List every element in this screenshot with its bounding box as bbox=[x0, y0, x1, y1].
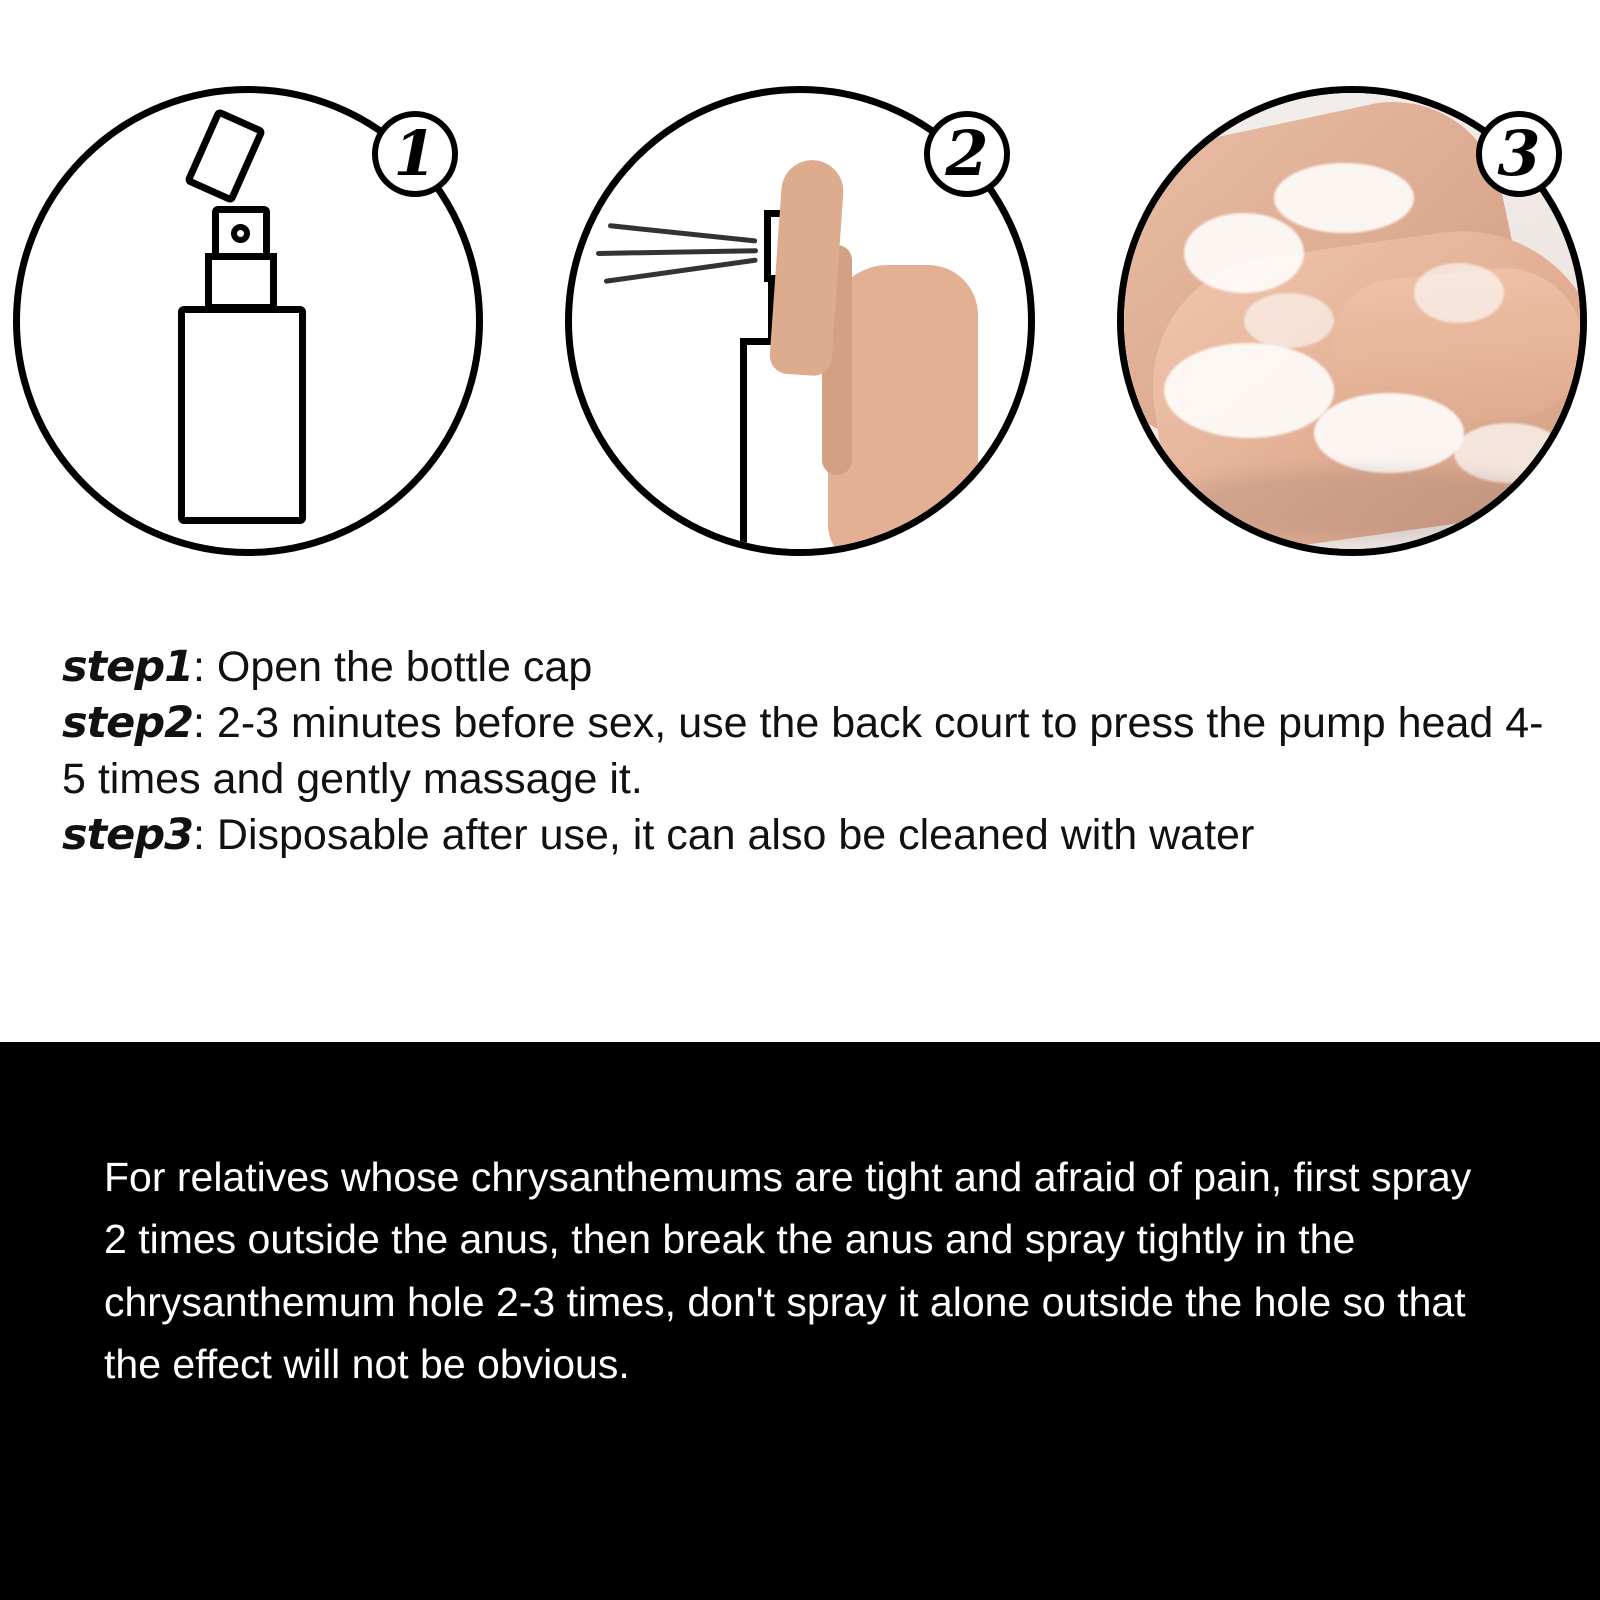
step-text-3: : Disposable after use, it can also be cleaned with water bbox=[193, 810, 1255, 859]
step-label-3: step3 bbox=[62, 809, 194, 860]
step-badge-3: 3 bbox=[1476, 111, 1562, 197]
foam-blob bbox=[1414, 263, 1504, 323]
foam-blob bbox=[1164, 343, 1334, 438]
spray-line-icon bbox=[596, 248, 758, 256]
step-label-1: step1 bbox=[62, 642, 194, 692]
foam-blob bbox=[1314, 393, 1464, 473]
foam-blob bbox=[1244, 293, 1334, 348]
spray-line-icon bbox=[608, 223, 758, 244]
step-badge-1: 1 bbox=[372, 111, 458, 197]
hand-shadow bbox=[1164, 469, 1564, 539]
step-badge-2: 2 bbox=[924, 111, 1010, 197]
foam-blob bbox=[1184, 213, 1304, 293]
note-band bbox=[0, 1042, 1600, 1600]
foam-blob bbox=[1274, 163, 1414, 233]
hand-icon bbox=[768, 145, 973, 549]
instructions-block bbox=[62, 640, 1552, 864]
note-text: For relatives whose chrysanthemums are tight and afraid of pain, first spray 2 times outside the anus, then break the anus and spray tightly in the chrysanthemum hole 2-3 times, don't spray it alone outside the hole so that the effect will not be obvious. bbox=[104, 1154, 1472, 1387]
spray-line-icon bbox=[604, 257, 758, 284]
step-illustration-2 bbox=[565, 86, 1035, 556]
nozzle-hole-icon bbox=[231, 224, 250, 243]
steps-illustration-row bbox=[0, 86, 1600, 586]
bottle-body-icon bbox=[178, 306, 306, 524]
step-text-2: : 2-3 minutes before sex, use the back court to press the pump head 4-5 times and gently massage it. bbox=[62, 698, 1544, 803]
instruction-line-3 bbox=[62, 808, 1552, 864]
bottle-cap-icon bbox=[184, 108, 267, 205]
instruction-line-1 bbox=[62, 640, 1552, 696]
step-illustration-1 bbox=[13, 86, 483, 556]
step-illustration-3 bbox=[1117, 86, 1587, 556]
step-label-2: step2 bbox=[62, 697, 194, 748]
instruction-line-2 bbox=[62, 696, 1552, 808]
bottle-neck-icon bbox=[205, 253, 277, 311]
step-text-1: : Open the bottle cap bbox=[193, 643, 593, 691]
